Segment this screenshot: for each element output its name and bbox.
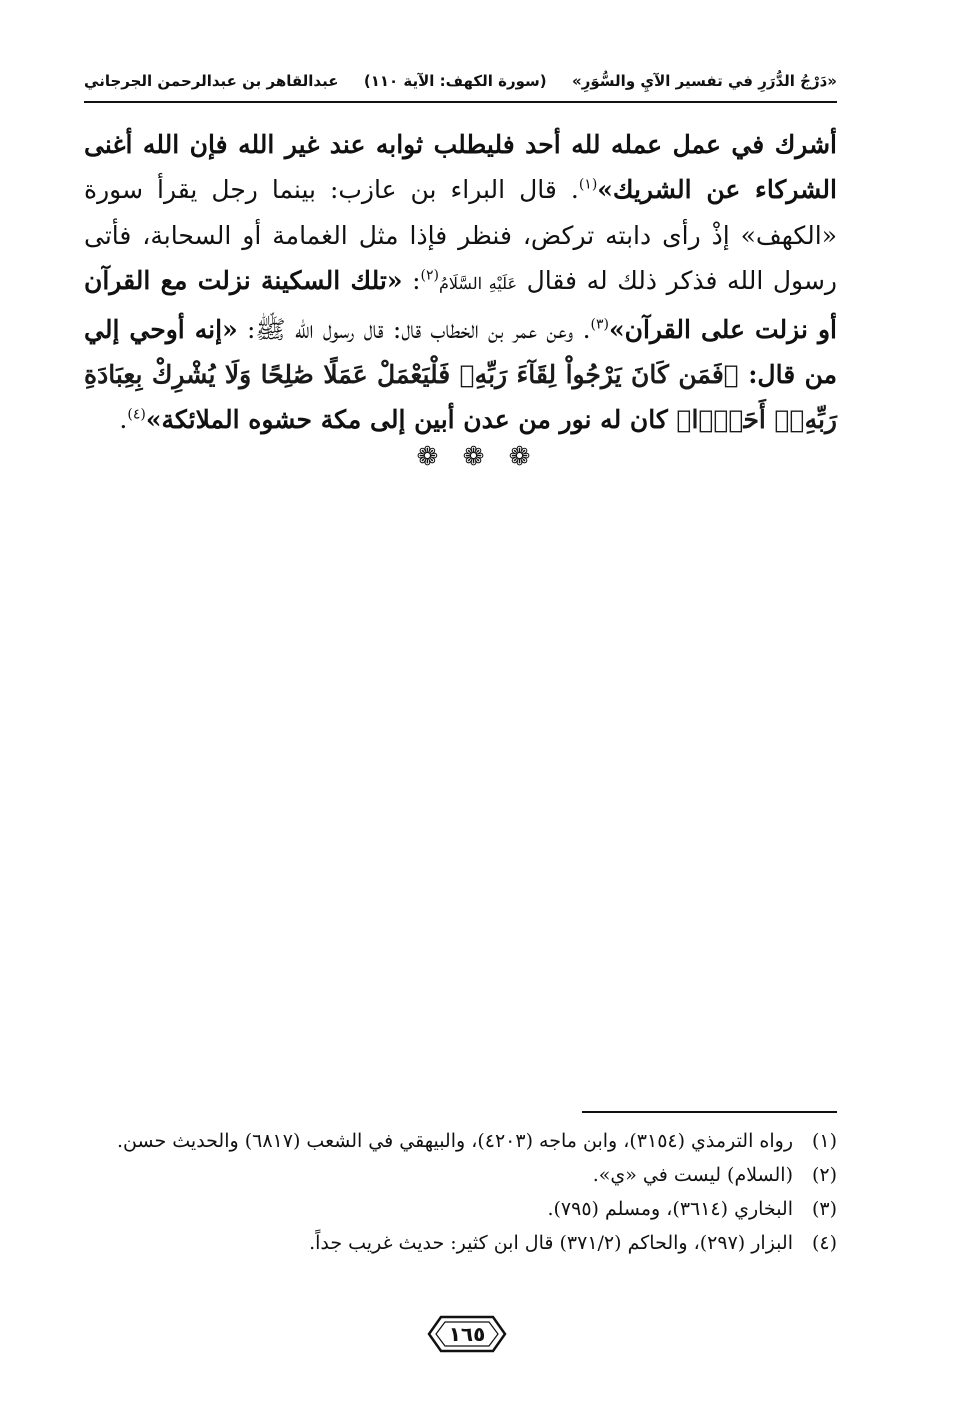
footnote-item	[84, 1226, 837, 1260]
hadith-text: «تلك السكينة نزلت مع القرآن أو نزلت على القرآن»	[84, 266, 837, 344]
footnote-text: رواه الترمذي (٣١٥٤)، وابن ماجه (٤٢٠٣)، والبيهقي في الشعب (٦٨١٧) والحديث حسن.	[117, 1130, 793, 1152]
body-span: . قال البراء بن عازب: بينما رجل يقرأ سورة «الكهف» إذْ رأى دابته تركض، فنظر فإذا مثل الغمامة أو السحابة، فأتى رسول الله فذكر ذلك له فقال	[84, 175, 837, 296]
footnote-text: البخاري (٣٦١٤)، ومسلم (٧٩٥).	[547, 1198, 793, 1220]
footnotes	[84, 1124, 837, 1260]
footnote-number: (١)	[811, 1130, 837, 1152]
hadith-text: «إنه أوحي إلي من قال:	[84, 314, 837, 390]
footnote-rule	[582, 1111, 837, 1113]
footnote-ref[interactable]: (٢)	[420, 267, 439, 284]
paragraph	[84, 122, 837, 443]
hadith-text: كان له نور من عدن أبين إلى مكة حشوه الملائكة»	[145, 405, 677, 435]
footnote-item	[84, 1158, 837, 1192]
running-header	[84, 64, 837, 98]
footnote-text: البزار (٢٩٧)، والحاكم (٣٧١/٢) قال ابن كثير: حديث غريب جداً.	[309, 1232, 793, 1254]
footnote-item	[84, 1124, 837, 1158]
footnote-number: (٣)	[811, 1198, 837, 1220]
section-title: (سورة الكهف: الآية ١١٠)	[363, 72, 547, 90]
honorific: عَلَيْهِ السَّلَامُ	[438, 274, 518, 294]
footnote-number: (٢)	[811, 1164, 837, 1186]
body-span: :	[402, 266, 421, 296]
hadith-text: أشرك في عمل عمله لله أحد فليطلب ثوابه عند غير الله فإن الله أغنى الشركاء عن الشريك»	[84, 130, 837, 205]
book-title: «دَرْجُ الدُّرَرِ في تفسير الآيِ والسُّوَرِ»	[572, 72, 837, 90]
footnote-ref[interactable]: (٣)	[590, 316, 609, 333]
header-rule	[84, 101, 837, 103]
body-span: .	[119, 405, 128, 435]
footnote-ref[interactable]: (١)	[578, 177, 598, 194]
page-number: ١٦٥	[448, 1322, 486, 1346]
footnote-text: (السلام) ليست في «ي».	[592, 1164, 793, 1186]
footnote-number: (٤)	[811, 1232, 837, 1254]
body-text	[84, 122, 837, 443]
quran-verse: ﴿فَمَن كَانَ يَرْجُواْ لِقَآءَ رَبِّهِۦ فَلْيَعْمَلْ عَمَلًا صَٰلِحًا وَلَا يُشْرِكْ بِعِبَادَةِ رَبِّهِۦٓ أَحَدًۢا﴾	[84, 360, 837, 435]
page-number-badge	[427, 1314, 507, 1354]
footnote-ref[interactable]: (٤)	[127, 407, 146, 424]
section-separator: ❁ ❁ ❁	[416, 442, 539, 472]
author-name: عبدالقاهر بن عبدالرحمن الجرجاني	[84, 72, 339, 90]
body-span: . وعن عمر بن الخطاب قال: قال رسول الله ﷺ:	[237, 314, 591, 344]
footnote-item	[84, 1192, 837, 1226]
